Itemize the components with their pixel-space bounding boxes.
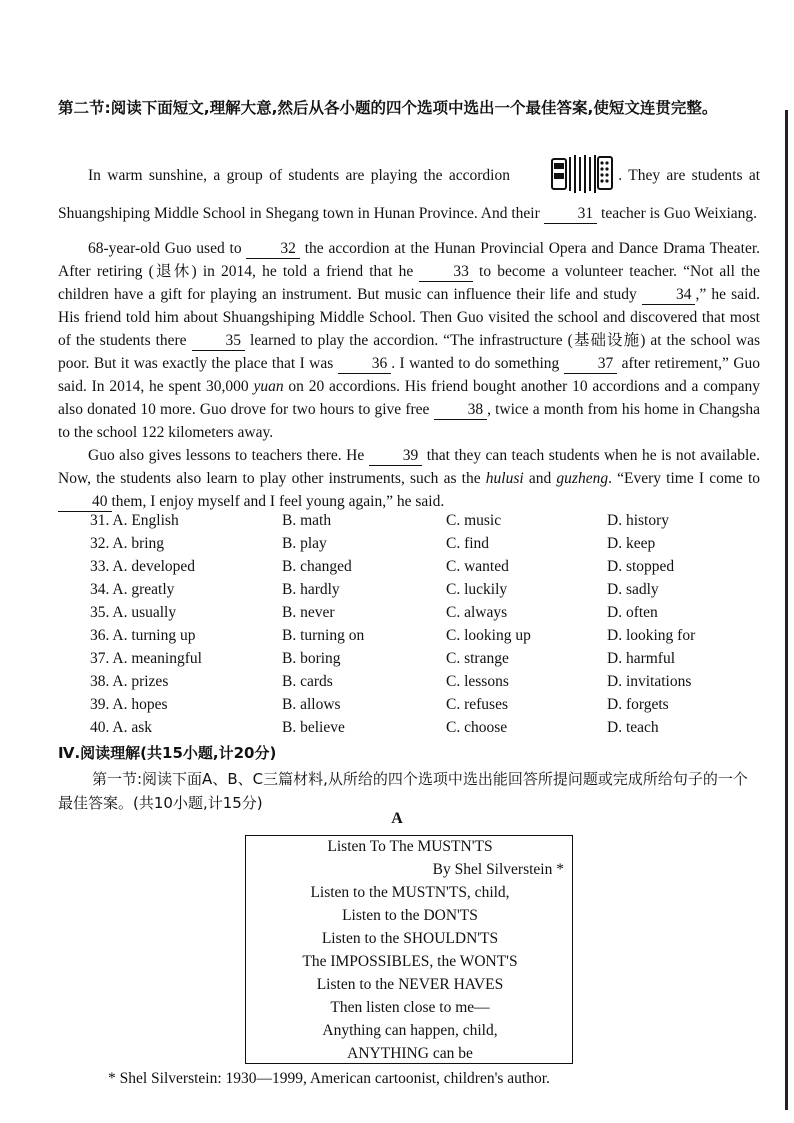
blank-38[interactable]: 38 — [434, 401, 488, 420]
option-row-38 — [90, 673, 730, 696]
option-row-31 — [90, 512, 730, 535]
option-b[interactable]: B. play — [282, 535, 327, 552]
option-a[interactable]: 35. A. usually — [90, 604, 177, 621]
option-c[interactable]: C. lessons — [446, 673, 509, 690]
option-c[interactable]: C. choose — [446, 719, 508, 736]
option-d[interactable]: D. stopped — [607, 558, 675, 575]
option-a[interactable]: 39. A. hopes — [90, 696, 168, 713]
poem-line: Listen to the NEVER HAVES — [316, 976, 504, 993]
option-d[interactable]: D. forgets — [607, 696, 669, 713]
option-b[interactable]: B. turning on — [282, 627, 365, 644]
answer-options — [90, 512, 730, 742]
option-row-35 — [90, 604, 730, 627]
passage-paragraph-3: Guo also gives lessons to teachers there. He 39 that they can teach students when he is not available. Now, the students also learn to play other instruments, such as the hulusi and guzheng. “Every time I come to 40 them, I enjoy myself and I feel young again,” he said. — [58, 447, 761, 510]
blank-33[interactable]: 33 — [419, 263, 473, 282]
poem-author: By Shel Silverstein * — [432, 861, 564, 878]
option-d[interactable]: D. history — [607, 512, 669, 529]
poem-line: ANYTHING can be — [347, 1045, 473, 1062]
option-c[interactable]: C. wanted — [446, 558, 509, 575]
option-a[interactable]: 40. A. ask — [90, 719, 152, 736]
option-a[interactable]: 36. A. turning up — [90, 627, 196, 644]
option-b[interactable]: B. boring — [282, 650, 341, 667]
option-b[interactable]: B. cards — [282, 673, 333, 690]
section2-title: 第二节:阅读下面短文,理解大意,然后从各小题的四个选项中选出一个最佳答案,使短文连贯完整。 — [58, 99, 718, 117]
poem-line: Anything can happen, child, — [322, 1022, 498, 1039]
option-row-40 — [90, 719, 730, 742]
option-row-32 — [90, 535, 730, 558]
option-d[interactable]: D. sadly — [607, 581, 659, 598]
blank-40[interactable]: 40 — [58, 493, 112, 512]
poem-line: Then listen close to me— — [330, 999, 490, 1016]
option-c[interactable]: C. refuses — [446, 696, 508, 713]
option-c[interactable]: C. strange — [446, 650, 509, 667]
option-a[interactable]: 34. A. greatly — [90, 581, 175, 598]
passage-paragraph-1: In warm sunshine, a group of students are playing the accordion . They are students at Shuangshiping Middle School in Shegang town in Hunan Province. And their 31 teacher is Guo Weixiang. — [58, 151, 760, 225]
blank-35[interactable]: 35 — [192, 332, 246, 351]
option-c[interactable]: C. luckily — [446, 581, 508, 598]
option-d[interactable]: D. looking for — [607, 627, 696, 644]
part4-title: Ⅳ.阅读理解(共15小题,计20分) — [58, 744, 277, 762]
blank-36[interactable]: 36 — [338, 355, 392, 374]
poem-line: Listen to the DON'TS — [342, 907, 478, 924]
footnote: * Shel Silverstein: 1930—1999, American cartoonist, children's author. — [108, 1070, 550, 1087]
option-b[interactable]: B. allows — [282, 696, 341, 713]
blank-34[interactable]: 34 — [642, 286, 696, 305]
passage-letter-a: A — [391, 810, 403, 827]
blank-31[interactable]: 31 — [544, 205, 598, 224]
poem-line: The IMPOSSIBLES, the WONT'S — [302, 953, 518, 970]
option-b[interactable]: B. changed — [282, 558, 352, 575]
option-d[interactable]: D. often — [607, 604, 658, 621]
option-row-34 — [90, 581, 730, 604]
option-row-36 — [90, 627, 730, 650]
accordion-icon — [520, 151, 614, 202]
option-c[interactable]: C. find — [446, 535, 490, 552]
poem-line: Listen to the MUSTN'TS, child, — [310, 884, 510, 901]
option-a[interactable]: 31. A. English — [90, 512, 179, 529]
option-b[interactable]: B. believe — [282, 719, 345, 736]
option-d[interactable]: D. invitations — [607, 673, 692, 690]
blank-39[interactable]: 39 — [369, 447, 423, 466]
poem-box — [245, 835, 573, 1064]
option-b[interactable]: B. never — [282, 604, 335, 621]
option-c[interactable]: C. looking up — [446, 627, 531, 644]
option-a[interactable]: 32. A. bring — [90, 535, 165, 552]
section1-instructions: 第一节:阅读下面A、B、C三篇材料,从所给的四个选项中选出能回答所提问题或完成所给句子的一个最佳答案。(共10小题,计15分) — [58, 770, 748, 812]
option-row-39 — [90, 696, 730, 719]
option-row-37 — [90, 650, 730, 673]
option-d[interactable]: D. teach — [607, 719, 659, 736]
option-c[interactable]: C. music — [446, 512, 502, 529]
option-a[interactable]: 38. A. prizes — [90, 673, 169, 690]
option-d[interactable]: D. harmful — [607, 650, 676, 667]
poem-line: Listen to the SHOULDN'TS — [321, 930, 499, 947]
passage-paragraph-2: 68-year-old Guo used to 32 the accordion at the Hunan Provincial Opera and Dance Drama Theater. After retiring (退休) in 2014, he told a friend that he 33 to become a volunteer teacher. “Not all the children have a gift for playing an instrument. But music can influence their life and study 34 ,” he said. His friend told him about Shuangshiping Middle School. Then Guo visited the school and discovered that most of the students there 35 learned to play the accordion. “The infrastructure (基础设施) at the school was poor. But it was exactly the place that I was 36 . I wanted to do something 37 after retirement,” Guo said. In 2014, he spent 30,000 yuan on 20 accordions. His friend bought another 10 accordions and a company also donated 10 more. Guo drove for two hours to give free 38 , twice a month from his home in Changsha to the school 122 kilometers away. — [58, 240, 761, 441]
option-c[interactable]: C. always — [446, 604, 508, 621]
poem-title: Listen To The MUSTN'TS — [327, 838, 493, 855]
margin-rule — [785, 110, 788, 1110]
option-b[interactable]: B. hardly — [282, 581, 340, 598]
blank-32[interactable]: 32 — [246, 240, 300, 259]
option-d[interactable]: D. keep — [607, 535, 656, 552]
option-a[interactable]: 37. A. meaningful — [90, 650, 202, 667]
option-b[interactable]: B. math — [282, 512, 332, 529]
blank-37[interactable]: 37 — [564, 355, 618, 374]
option-row-33 — [90, 558, 730, 581]
option-a[interactable]: 33. A. developed — [90, 558, 196, 575]
